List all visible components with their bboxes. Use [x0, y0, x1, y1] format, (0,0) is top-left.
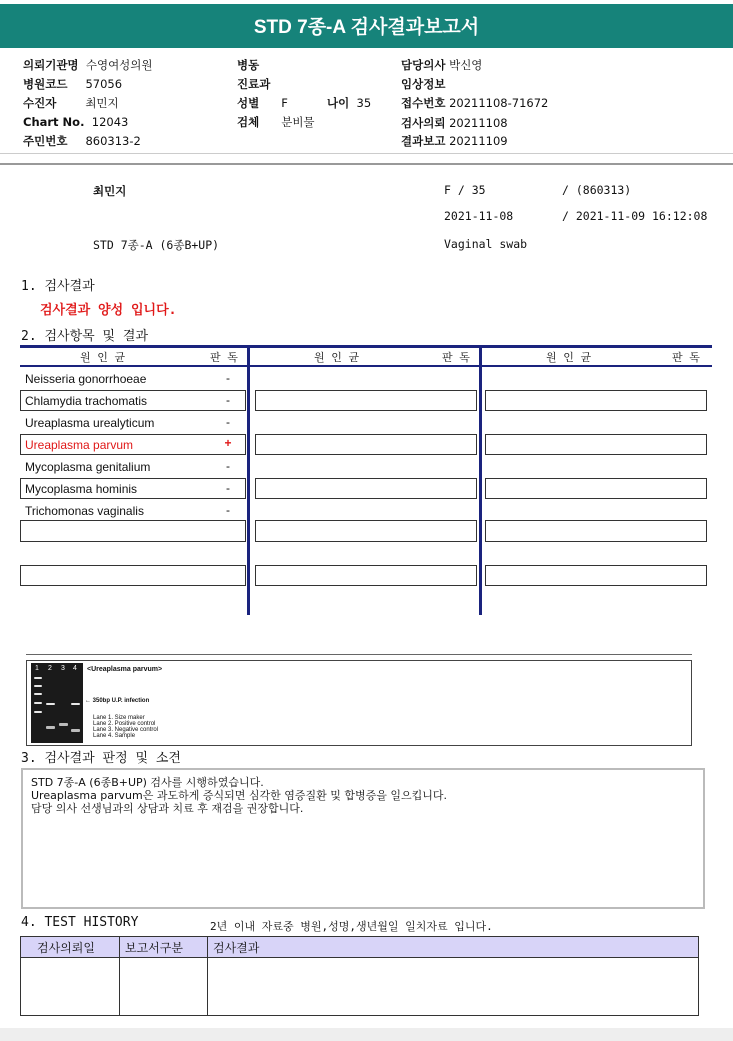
opinion-line: Ureaplasma parvum은 과도하게 증식되면 심각한 염증질환 및 합병증을 일으킵니다.	[31, 789, 447, 802]
history-header-result: 검사결과	[213, 941, 260, 955]
section3-title: 3. 검사결과 판정 및 소견	[21, 751, 181, 766]
patient-name: 최민지	[93, 184, 127, 198]
col-header-pathogen-1: 원 인 균	[80, 351, 126, 364]
item-result-chlamydia: -	[226, 393, 230, 407]
section1-result: 검사결과 양성 입니다.	[40, 303, 177, 318]
item-result-genitalium: -	[226, 459, 230, 473]
item-name-neisseria: Neisseria gonorrhoeae	[25, 372, 147, 386]
header-department: 진료과	[237, 77, 271, 91]
opinion-line: 담당 의사 선생님과의 상담과 치료 후 재검을 권장합니다.	[31, 802, 304, 815]
empty-row-box	[485, 478, 707, 499]
item-result-hominis: -	[226, 481, 230, 495]
section4-note: 2년 이내 자료중 병원,성명,생년월일 일치자료 입니다.	[210, 920, 493, 933]
col-header-judge-1: 판 독	[210, 351, 238, 364]
item-result-neisseria: -	[226, 371, 230, 385]
empty-row-box	[255, 434, 477, 455]
ladder-band	[34, 677, 42, 679]
header-receipt-no: 접수번호 20211108-71672	[401, 96, 549, 110]
primer-band	[46, 726, 55, 729]
item-name-chlamydia: Chlamydia trachomatis	[25, 394, 148, 408]
col-header-pathogen-3: 원 인 균	[546, 351, 592, 364]
patient-specimen: Vaginal swab	[444, 237, 528, 251]
empty-row-box	[20, 565, 246, 586]
empty-row-box	[255, 478, 477, 499]
header-hospital-code: 병원코드 57056	[23, 77, 123, 91]
lane-label-2: 2	[48, 665, 52, 672]
ladder-band	[34, 702, 42, 704]
opinion-line: STD 7종-A (6종B+UP) 검사를 시행하였습니다.	[31, 776, 264, 789]
table-divider-2	[479, 345, 482, 615]
opinion-box	[21, 768, 705, 909]
header-request-date: 검사의뢰 20211108	[401, 116, 508, 130]
col-header-judge-2: 판 독	[442, 351, 470, 364]
patient-test-name: STD 7종-A (6종B+UP)	[93, 238, 220, 252]
header-patient: 수진자 최민지	[23, 96, 119, 110]
item-result-urealyticum: -	[226, 415, 230, 429]
section1-title: 1. 검사결과	[21, 279, 95, 294]
gel-panel	[26, 660, 692, 746]
history-header-request-date: 검사의뢰일	[37, 941, 95, 955]
item-name-genitalium: Mycoplasma genitalium	[25, 460, 151, 474]
item-name-urealyticum: Ureaplasma urealyticum	[25, 416, 155, 430]
empty-row-box	[255, 520, 477, 542]
gel-title: <Ureaplasma parvum>	[87, 666, 163, 673]
lane-label-3: 3	[61, 665, 65, 672]
empty-row-box	[255, 390, 477, 411]
gel-legend-3: Lane 3. Negative control	[93, 727, 159, 733]
table-top-line	[20, 345, 712, 348]
ladder-band	[34, 685, 42, 687]
section2-title: 2. 검사항목 및 결과	[21, 329, 149, 344]
item-name-trichomonas: Trichomonas vaginalis	[25, 504, 144, 518]
empty-row-box	[485, 520, 707, 542]
empty-row-box	[485, 390, 707, 411]
header-ward: 병동	[237, 58, 260, 72]
table-head-line	[20, 365, 712, 367]
header-divider	[0, 153, 733, 154]
col-header-pathogen-2: 원 인 균	[314, 351, 360, 364]
item-result-trichomonas: -	[226, 503, 230, 517]
lane-label-1: 1	[35, 665, 39, 672]
col-header-judge-3: 판 독	[672, 351, 700, 364]
patient-id: / (860313)	[562, 183, 632, 197]
header-clinical-info: 임상정보	[401, 77, 446, 91]
item-name-hominis: Mycoplasma hominis	[25, 482, 138, 496]
opinion-text	[31, 776, 447, 815]
lane-label-4: 4	[73, 665, 77, 672]
patient-request-date: 2021-11-08	[444, 209, 514, 223]
sample-band	[71, 703, 80, 705]
header-resident-no: 주민번호 860313-2	[23, 134, 141, 148]
item-name-parvum: Ureaplasma parvum	[25, 438, 134, 452]
gel-legend-4: Lane 4. Sample	[93, 733, 136, 739]
report-title: STD 7종-A 검사결과보고서	[0, 4, 733, 48]
primer-band	[59, 723, 68, 726]
history-col-divider	[119, 937, 120, 1015]
history-col-divider	[207, 937, 208, 1015]
empty-row-box	[485, 434, 707, 455]
empty-row-box	[485, 565, 707, 586]
ladder-band	[34, 711, 42, 713]
header-report-date: 결과보고 20211109	[401, 134, 508, 148]
empty-row-box	[255, 565, 477, 586]
history-table	[20, 936, 699, 1016]
header-specimen: 검체 분비물	[237, 115, 315, 129]
header-hospital: 의뢰기관명 수영여성의원	[23, 58, 153, 72]
header-divider-2	[0, 163, 733, 165]
gel-legend-2: Lane 2. Positive control	[93, 721, 156, 727]
section4-title: 4. TEST HISTORY	[21, 915, 139, 930]
empty-row-box	[20, 520, 246, 542]
header-sex: 성별 F	[237, 96, 288, 110]
gel-top-rule	[26, 654, 692, 655]
ladder-band	[34, 693, 42, 695]
header-chart-no: Chart No. 12043	[23, 115, 129, 129]
header-age: 나이 35	[327, 96, 372, 110]
gel-legend-1: Lane 1. Size maker	[93, 715, 145, 721]
gel-arrow-label: ← 350bp U.P. infection	[85, 698, 150, 704]
item-result-parvum: +	[224, 436, 232, 450]
positive-band	[46, 703, 55, 705]
primer-band	[71, 729, 80, 732]
table-divider-1	[247, 345, 250, 615]
gel-image	[31, 663, 83, 743]
history-header-report-type: 보고서구분	[125, 941, 183, 955]
patient-report-datetime: / 2021-11-09 16:12:08	[562, 209, 708, 223]
header-doctor: 담당의사 박신영	[401, 58, 483, 72]
history-header-row	[21, 937, 698, 958]
patient-sex-age: F / 35	[444, 183, 486, 197]
